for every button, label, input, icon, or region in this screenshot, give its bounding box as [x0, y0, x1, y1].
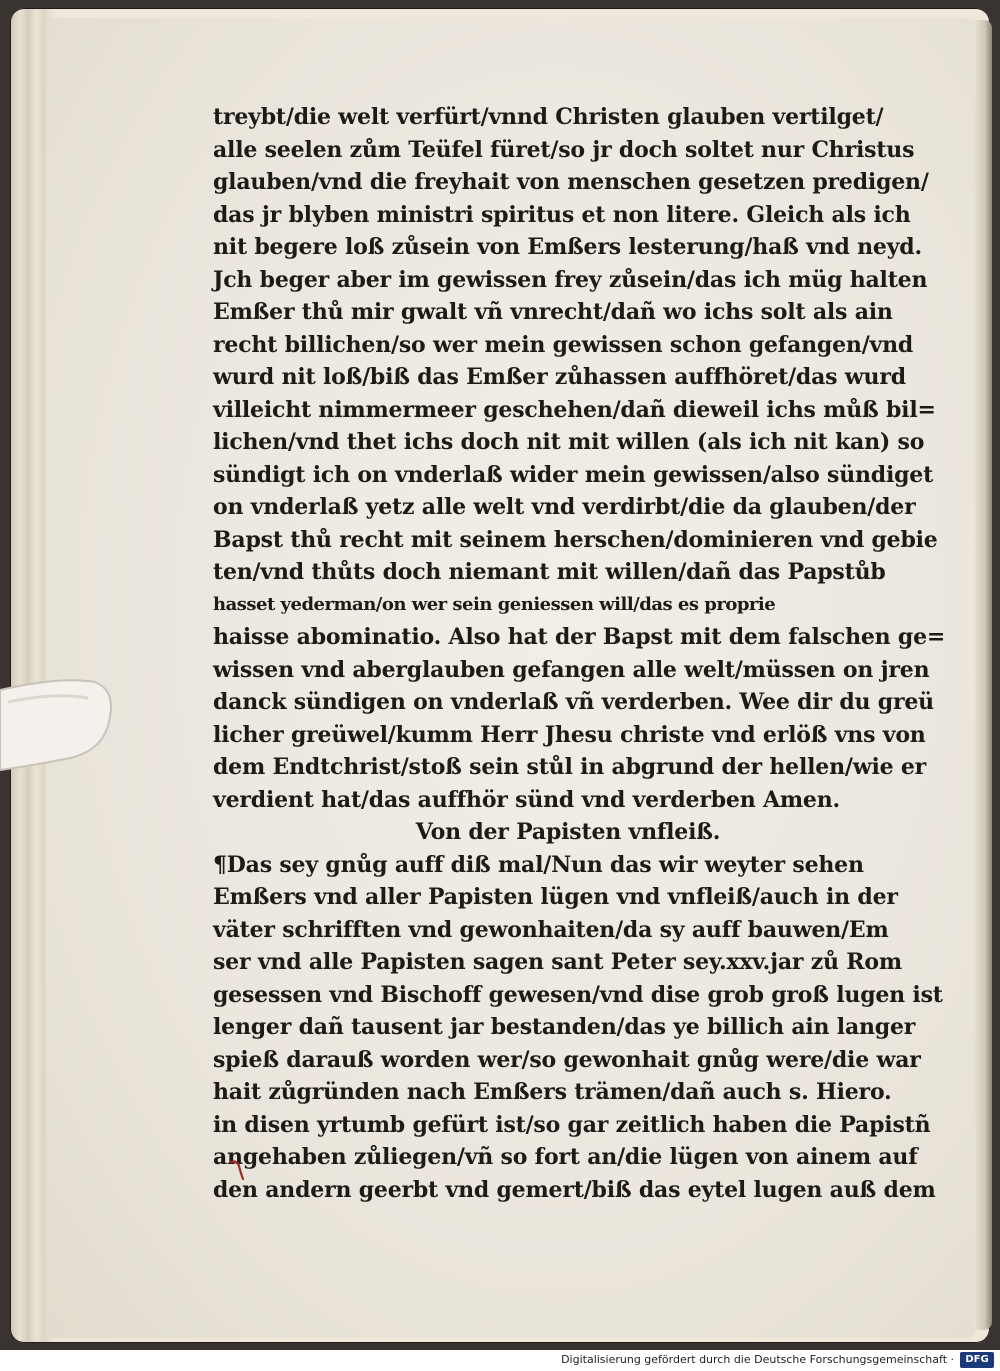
text-block [213, 101, 946, 1206]
text-line: gesessen vnd Bischoff gewesen/vnd dise grob groß lugen ist [213, 981, 943, 1008]
funding-credit: Digitalisierung gefördert durch die Deutsche Forschungsgemeinschaft · [561, 1353, 954, 1366]
text-line: ten/vnd thůts doch niemant mit willen/dañ das Papstůb [213, 559, 886, 585]
text-line: hasset yederman/on wer sein geniessen will/das es proprie [213, 593, 776, 615]
section-heading: Von der Papisten vnfleiß. [415, 819, 721, 845]
text-line: das jr blyben ministri spiritus et non litere. Gleich als ich [213, 201, 911, 228]
dfg-logo: DFG [960, 1352, 994, 1368]
text-line: angehaben zůliegen/vñ so fort an/die lügen von ainem auf [213, 1144, 918, 1170]
text-line: glauben/vnd die freyhait von menschen gesetzen predigen/ [213, 169, 929, 195]
text-line: alle seelen zům Teüfel füret/so jr doch soltet nur Christus [213, 136, 915, 163]
text-line: verdient hat/das auffhör sünd vnd verderben Amen. [213, 786, 840, 813]
text-line: recht billichen/so wer mein gewissen schon gefangen/vnd [213, 331, 914, 358]
text-line: spieß darauß worden wer/so gewonhait gnůg were/die war [213, 1046, 921, 1073]
text-line: nit begere loß zůsein von Emßers lesterung/haß vnd neyd. [213, 234, 922, 260]
text-line: dem Endtchrist/stoß sein stůl in abgrund der hellen/wie er [213, 754, 927, 780]
text-line: in disen yrtumb gefürt ist/so gar zeitlich haben die Papistñ [213, 1111, 931, 1138]
text-line: haisse abominatio. Also hat der Bapst mit dem falschen ge= [213, 624, 946, 650]
text-line: ¶Das sey gnůg auff diß mal/Nun das wir weyter sehen [213, 851, 864, 878]
text-line: danck sündigen on vnderlaß vñ verderben. Wee dir du greü [213, 689, 934, 715]
text-line: wurd nit loß/biß das Emßer zůhassen auffhöret/das wurd [213, 364, 906, 390]
text-line: väter schrifften vnd gewonhaiten/da sy auff bauwen/Em [213, 916, 889, 943]
text-line: treybt/die welt verfürt/vnnd Christen glauben vertilget/ [213, 104, 884, 130]
text-line: hait zůgründen nach Emßers trämen/dañ auch s. Hiero. [213, 1079, 892, 1105]
text-line: sündigt ich on vnderlaß wider mein gewissen/also sündiget [213, 461, 934, 488]
text-line: den andern geerbt vnd gemert/biß das eytel lugen auß dem [213, 1176, 936, 1203]
footer-bar [0, 1350, 1000, 1371]
text-line: lichen/vnd thet ichs doch nit mit willen (als ich nit kan) so [213, 429, 925, 455]
text-line: Emßer thů mir gwalt vñ vnrecht/dañ wo ichs solt als ain [213, 299, 893, 325]
red-ink-mark [228, 1158, 248, 1182]
text-line: villeicht nimmermeer geschehen/dañ dieweil ichs můß bil= [213, 396, 936, 423]
text-line: ser vnd alle Papisten sagen sant Peter sey.xxv.jar zů Rom [213, 949, 902, 975]
text-line: on vnderlaß yetz alle welt vnd verdirbt/die da glauben/der [213, 494, 916, 520]
text-line: Bapst thů recht mit seinem herschen/dominieren vnd gebie [213, 526, 938, 553]
text-line: licher greüwel/kumm Herr Jhesu christe vnd erlöß vns von [213, 721, 926, 748]
text-line: Jch beger aber im gewissen frey zůsein/das ich müg halten [213, 266, 928, 293]
text-line: Emßers vnd aller Papisten lügen vnd vnfleiß/auch in der [213, 884, 898, 910]
clip-shape [0, 672, 115, 772]
text-line: wissen vnd aberglauben gefangen alle welt/müssen on jren [213, 656, 930, 683]
text-line: lenger dañ tausent jar bestanden/das ye billich ain langer [213, 1014, 916, 1040]
page-right-edge [974, 20, 992, 1330]
